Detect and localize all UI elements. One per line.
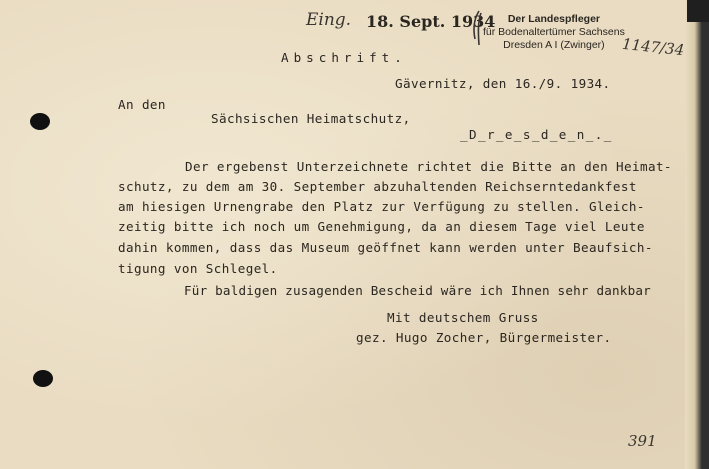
body-line: zeitig bitte ich noch um Genehmigung, da an diesem Tage viel Leute <box>118 219 645 234</box>
punch-hole-bottom <box>33 370 53 387</box>
stamp-line-1: Der Landespfleger <box>507 13 601 25</box>
stamp-handwritten-mark <box>470 9 484 49</box>
body-line: Der ergebenst Unterzeichnete richtet die Bitte an den Heimat- <box>185 159 672 174</box>
torn-right-edge <box>685 0 709 469</box>
dark-corner <box>687 0 709 22</box>
body-line: schutz, zu dem am 30. September abzuhaltenden Reichserntedankfest <box>118 179 637 194</box>
stamp-office <box>483 13 625 52</box>
greeting: Mit deutschem Gruss <box>387 310 539 325</box>
closing-line: Für baldigen zusagenden Bescheid wäre ich Ihnen sehr dankbar <box>184 283 651 298</box>
body-line: tigung von Schlegel. <box>118 261 278 276</box>
punch-hole-top <box>30 113 50 130</box>
recipient-city: _D_r_e_s_d_e_n_._ <box>460 127 613 142</box>
body-line: dahin kommen, dass das Museum geöffnet kann werden unter Beaufsich- <box>118 240 653 255</box>
recipient-line-1: An den <box>118 97 166 112</box>
body-line: am hiesigen Urnengrabe den Platz zur Verfügung zu stellen. Gleich- <box>118 199 645 214</box>
signature: gez. Hugo Zocher, Bürgermeister. <box>356 330 612 345</box>
recipient-line-2: Sächsischen Heimatschutz, <box>211 111 411 126</box>
stamp-initials: Eing. <box>306 10 352 30</box>
page-number: 391 <box>628 432 657 450</box>
place-date: Gävernitz, den 16./9. 1934. <box>395 76 611 91</box>
stamp-line-3: Dresden A I (Zwinger) <box>503 39 605 51</box>
file-number: 1147/34 <box>621 34 686 60</box>
stamp-line-2: für Bodenaltertümer Sachsens <box>483 26 625 38</box>
heading-abschrift: Abschrift. <box>281 50 407 65</box>
stamp-date: 18. Sept. 1934 <box>366 12 496 31</box>
